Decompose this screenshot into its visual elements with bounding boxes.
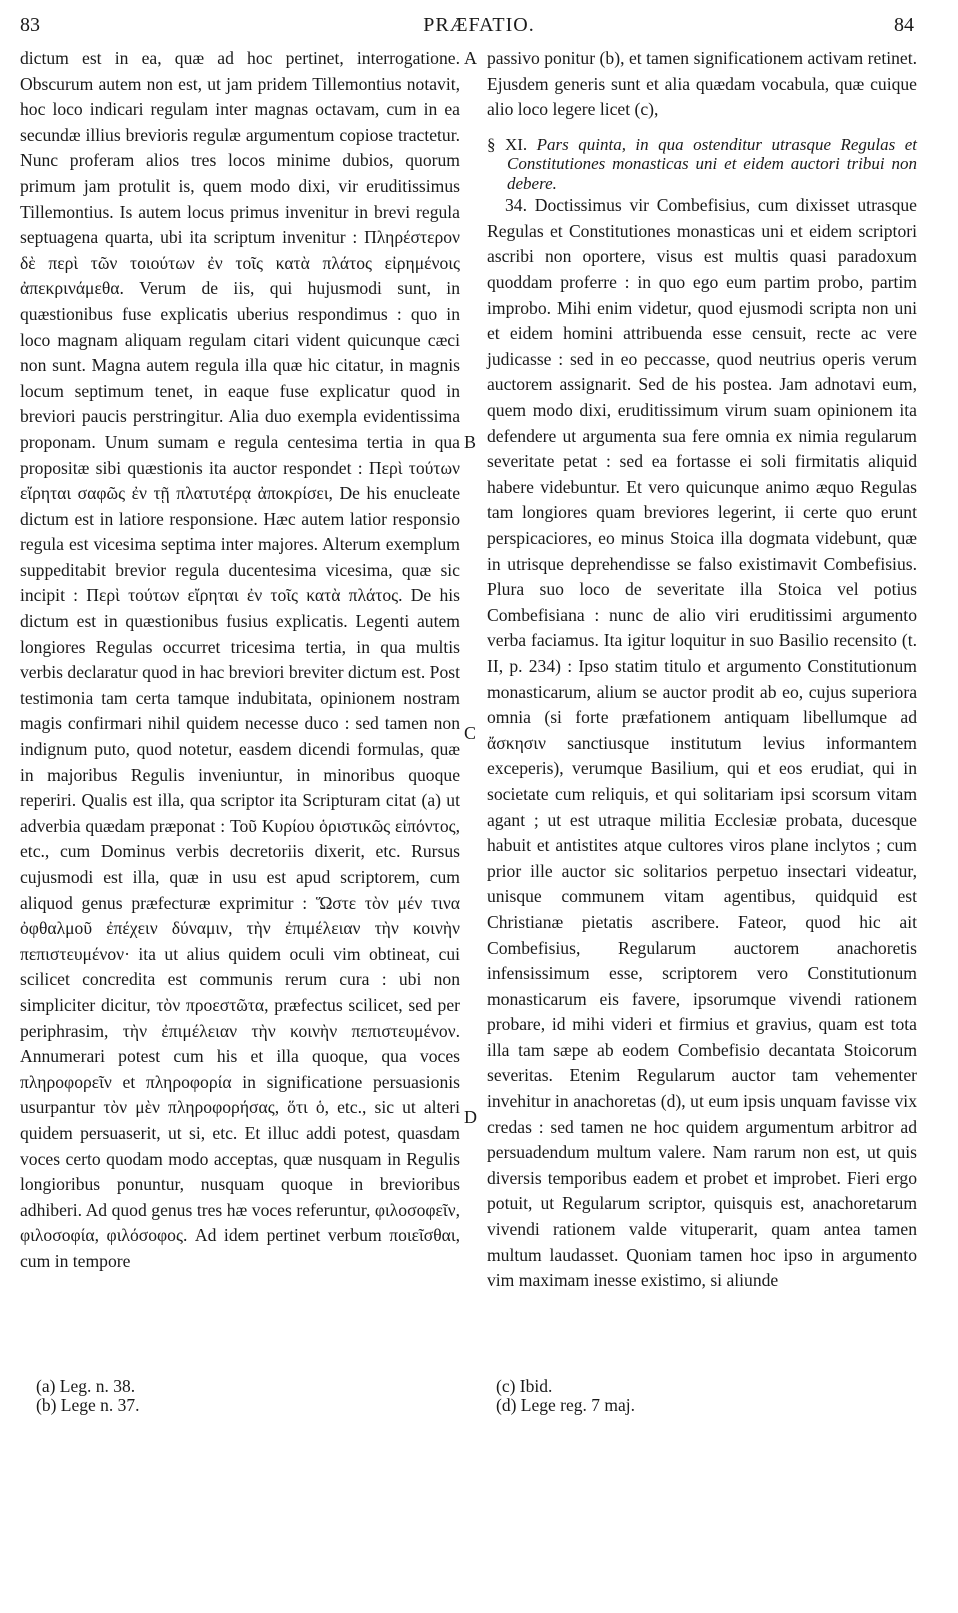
footnote-a: (a) Leg. n. 38. [36, 1376, 136, 1396]
right-column [487, 46, 917, 1294]
running-title: PRÆFATIO. [423, 14, 535, 36]
left-column-text: dictum est in ea, quæ ad hoc pertinet, interrogatione. Obscurum autem non est, ut jam pridem Tillemontius notavit, hoc loco indicari regulam inter magnas octavam, cum in ea secundæ illius brevioris regulæ argumentum copiose tractetur. Nunc proferam alios tres locos minime dubios, quorum primum jam protulit is, quem modo dixi, vir eruditissimus Tillemontius. Is autem locus primus invenitur in brevi regula septuagena quarta, ubi ita scriptum invenitur : Πληρέστερον δὲ περὶ τῶν τοιούτων ἐν τοῖς κατὰ πλάτος εἰρημένοις ἀπεκρινάμεθα. Verum de iis, qui hujusmodi sunt, in quæstionibus fuse explicatis uberius respondimus : quo in loco magnam aliquam regulam citari vident quicunque cæci non sunt. Magna autem regula illa quæ hic citatur, in magnis locum septimum tenet, in eaque fuse explicatur quod in breviori paucis perstringitur. Alia duo exempla evidentissima proponam. Unum sumam e regula centesima tertia in qua propositæ sibi quæstionis ita auctor respondet : Περὶ τούτων εἴρηται σαφῶς ἐν τῇ πλατυτέρᾳ ἀποκρίσει, De his enucleate dictum est in latiore responsione. Hæc autem latior responsio regula est vicesima septima inter majores. Alterum exemplum suppeditabit brevior regula ducentesima vicesima, quæ sic incipit : Περὶ τούτων εἴρηται ἐν τοῖς κατὰ πλάτος. De his dictum est in quæstionibus fusius explicatis. Legenti autem longiores Regulas occurret tricesima tertia, in qua multis verbis declaratur quod in hac breviori breviter dictum est. Post testimonia tam certa tamque indubitata, opinionem nostram magis confirmari nihil quidem necesse duco : sed tamen non indignum puto, quod notetur, easdem dicendi formulas, quæ in majoribus Regulis inveniuntur, in minoribus quoque reperiri. Qualis est illa, qua scriptor ita Scripturam citat (a) ut adverbia quædam præponat : Τοῦ Κυρίου ὁριστικῶς εἰπόντος, etc., cum Dominus verbis decretoriis dixerit, etc. Rursus cujusmodi est illa, quæ in usu est apud scriptorem, cum aliquod genus præfecturæ exprimitur : Ὥστε τὸν μέν τινα ὀφθαλμοῦ ἐπέχειν δύναμιν, τὴν ἐπιμέλειαν τὴν κοινὴν πεπιστευμένον· ita ut alius quidem oculi vim obtineat, cui scilicet concredita est communis rerum cura : ubi non simpliciter dicitur, τὸν προεστῶτα, præfectus scilicet, sed per periphrasim, τὴν ἐπιμέλειαν τὴν κοινὴν πεπιστευμένον. Annumerari potest cum his et illa quoque, qua voces πληροφορεῖν et πληροφορία in significatione persuasionis usurpantur τὸν μὲν πληροφορήσας, ὅτι ὁ, etc., sic ut alteri quidem persuaserit, ut si, etc. Et illuc addi potest, quasdam voces certo quodam modo acceptas, quæ nusquam in Regulis longioribus ponuntur, nusquam quoque in brevioribus adhiberi. Ad quod genus tres hæ voces referuntur, φιλοσοφεῖν, φιλοσοφία, φιλόσοφος. Ad idem pertinet verbum ποιεῖσθαι, cum in tempore [20, 48, 460, 1271]
margin-letter-a: A [464, 48, 477, 68]
footnote-c: (c) Ibid. [496, 1376, 553, 1396]
footnote-b: (b) Lege n. 37. [36, 1395, 140, 1415]
margin-letter-d: D [464, 1107, 477, 1127]
left-column [20, 46, 460, 1275]
page-number-left: 83 [20, 14, 40, 36]
page-number-right: 84 [894, 14, 914, 36]
right-column-intro: passivo ponitur (b), et tamen significationem activam retinet. Ejusdem generis sunt et alia quædam vocabula, quæ cuique alio loco legere licet (c), [487, 48, 917, 120]
footnotes-right [496, 1377, 635, 1415]
footnotes-left [36, 1377, 140, 1415]
margin-letter-c: C [464, 723, 477, 743]
right-column-text: 34. Doctissimus vir Combefisius, cum dixisset utrasque Regulas et Constitutiones monasticas uni et eidem scriptori ascribi non oportere, visus est multis quasi paradoxum quoddam proferre : in quo ego eum partim probo, partim improbo. Mihi enim videtur, quod ejusmodi scripta non uni et eidem homini attribuenda esse censuit, recte ac vere judicasse : sed in eo peccasse, quod neutrius operis verum auctorem assignarit. Sed de his postea. Jam adnotavi eum, quem modo dixi, eruditissimum virum suam opinionem ita defendere ut argumenta sua fere omnia ex nimia regularum severitate petat : sed ea fortasse ei soli firmitatis aliquid habere videbuntur. Et vero quicunque animo æquo Regulas tam longiores quam breviores legerint, ii certe quo erunt perspicaciores, eo minus Stoica illa dogmata videbunt, quæ in utrisque deprehendisse se falso existimavit Combefisius. Plura suo loco de severitate illa Stoica vel potius Combefisiana : nunc de alio viri eruditissimi argumento verba faciamus. Ita igitur loquitur in suo Basilio recensito (t. II, p. 234) : Ipso statim titulo et argumento Constitutionum monasticarum, alium se auctor prodit ab eo, cujus superiora omnia (si forte præfationem antiquam libellumque ad ἄσκησιν sanctiusque institutum levius informantem exceperis), verumque Basilium, qui et eos erudiat, qui in societate cum reliquis, et qui solitariam ipsi scorsum vitam agant ; ut est utraque militia Ecclesiæ probata, ducesque habuit et antistites atque cultores viros plane inclytos ; cum prior ille auctor sic solitarios perpetuo insectari videatur, unisque communem vitam agentibus, quidquid est Christianæ pietatis ascribere. Fateor, quod hic ait Combefisius, Regularum auctorem anachoretis infensissimum esse, scriptorem vero Constitutionum monasticarum eis favere, ipsorumque vivendi rationem probare, id mihi videri et firmius et gravius, quam est tota illa tam sæpe ab eodem Combefisio decantata Stoicorum severitas. Etenim Regularum auctor tam vehementer invehitur in anachoretas (d), ut eum ipsis unquam favisse vix credas : sed tamen ne hoc quidem argumentum arbitror ad persuadendum multum valere. Nam rarum non est, ut quis diversis temporibus eadem et probet et improbet. Fieri ergo potuit, ut Regularum scriptor, quisquis est, anachoretarum vivendi rationem valde vituperarit, quam antea tamen multum laudasset. Quoniam tamen hoc ipso in argumento vim maximam inesse existimo, si aliunde [487, 195, 917, 1291]
margin-letter-b: B [464, 432, 477, 452]
section-number: § XI. [487, 134, 528, 154]
section-heading [487, 135, 917, 194]
section-title: Pars quinta, in qua ostenditur utrasque Regulas et Constitutiones monasticas uni et eidem auctori tribui non debere. [507, 134, 917, 193]
footnote-d: (d) Lege reg. 7 maj. [496, 1395, 635, 1415]
